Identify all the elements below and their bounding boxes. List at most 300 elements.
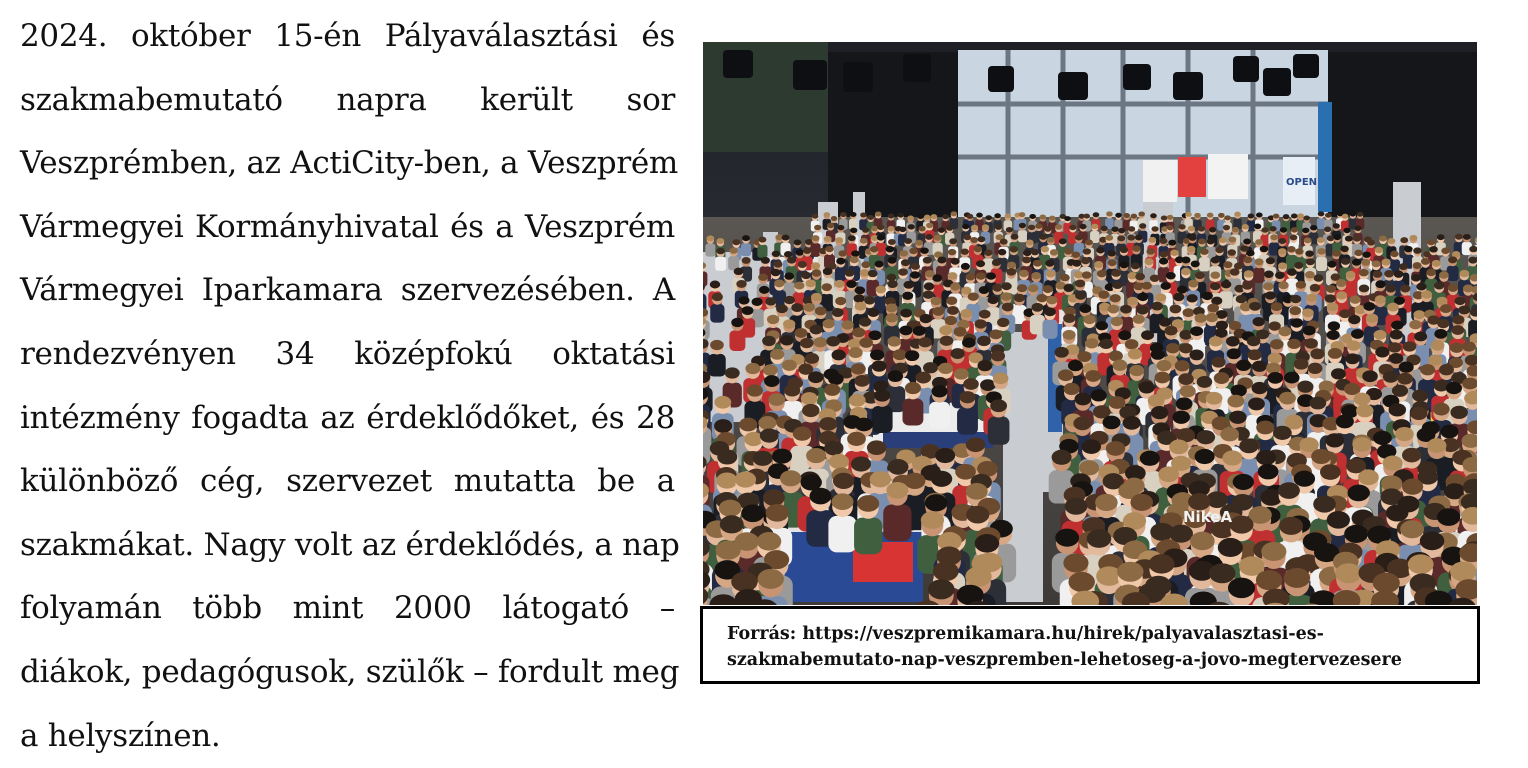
crowd-person-hair xyxy=(1242,282,1252,290)
crowd-person-hair xyxy=(1414,332,1427,342)
crowd-person-hair xyxy=(855,302,867,311)
crowd-person-hair xyxy=(742,235,750,241)
crowd-person-hair xyxy=(1046,296,1057,304)
crowd-person-hair xyxy=(970,237,978,243)
crowd-person-hair xyxy=(810,325,823,335)
crowd-person-hair xyxy=(1077,351,1091,362)
crowd-person-hair xyxy=(1150,213,1157,218)
crowd-person-hair xyxy=(1391,320,1403,329)
crowd-person-hair xyxy=(867,440,886,455)
crowd-person-hair xyxy=(995,224,1002,229)
crowd-person-hair xyxy=(1120,247,1129,253)
crowd-person-hair xyxy=(1462,341,1476,351)
crowd-person-hair xyxy=(1047,237,1055,243)
crowd-person-hair xyxy=(716,541,741,560)
crowd-person-hair xyxy=(1224,215,1231,220)
crowd-person-hair xyxy=(1206,313,1218,322)
crowd-person-hair xyxy=(1102,416,1120,430)
crowd-person-hair xyxy=(1278,238,1286,244)
crowd-person-hair xyxy=(812,269,822,276)
crowd-person-hair xyxy=(1063,330,1076,340)
crowd-person-hair xyxy=(932,307,944,316)
crowd-person-hair xyxy=(1383,456,1403,471)
crowd-person-hair xyxy=(918,226,925,231)
crowd-person-hair xyxy=(946,297,957,305)
crowd-person-hair xyxy=(1151,349,1165,360)
crowd-person-hair xyxy=(1291,214,1298,219)
crowd-person-hair xyxy=(1354,225,1361,230)
crowd-person-hair xyxy=(1128,349,1142,360)
crowd-person-hair xyxy=(747,384,763,396)
crowd-person-hair xyxy=(1279,517,1303,535)
crowd-person-hair xyxy=(1141,330,1154,340)
crowd-person-hair xyxy=(871,226,878,231)
crowd-person-hair xyxy=(1156,360,1171,371)
crowd-person-hair xyxy=(1185,212,1192,217)
crowd-person-hair xyxy=(1094,261,1103,268)
crowd-person-hair xyxy=(1072,251,1081,257)
crowd-person-hair xyxy=(1261,227,1268,232)
crowd-person-hair xyxy=(828,373,844,385)
crowd-person-hair xyxy=(767,315,779,324)
crowd-person-hair xyxy=(876,285,886,293)
crowd-person-hair xyxy=(1198,226,1205,231)
crowd-person-hair xyxy=(954,327,967,337)
crowd-person-body xyxy=(705,243,715,256)
crowd-person-hair xyxy=(1278,248,1287,254)
crowd-person-hair xyxy=(1400,520,1424,538)
crowd-person-hair xyxy=(1141,282,1151,290)
crowd-person-hair xyxy=(1167,225,1174,230)
crowd-person-hair xyxy=(1345,353,1359,364)
crowd-person-hair xyxy=(1227,249,1236,255)
crowd-person-hair xyxy=(762,336,776,346)
crowd-person-hair xyxy=(1332,250,1341,256)
crowd-person-hair xyxy=(1320,464,1341,480)
crowd-person-hair xyxy=(803,303,815,312)
crowd-person-hair xyxy=(985,215,992,220)
source-box xyxy=(700,606,1480,684)
crowd-person-hair xyxy=(1082,439,1101,454)
crowd-person-hair xyxy=(923,362,938,373)
crowd-person-hair xyxy=(848,347,862,358)
crowd-person-hair xyxy=(1255,239,1263,245)
crowd-person-hair xyxy=(813,337,827,347)
crowd-person-hair xyxy=(1036,294,1047,302)
crowd-person-hair xyxy=(948,249,957,255)
crowd-person-hair xyxy=(877,235,885,241)
crowd-person-hair xyxy=(1181,257,1190,264)
article-line: különböző cég, szervezet mutatta be a xyxy=(20,450,675,514)
crowd-person-hair xyxy=(1333,234,1341,240)
article-line: diákok, pedagógusok, szülők – fordult meg xyxy=(20,641,675,705)
source-line: Forrás: https://veszpremikamara.hu/hirek/palyavalasztasi-es- xyxy=(727,621,1402,647)
crowd-person-hair xyxy=(954,368,969,379)
crowd-person-hair xyxy=(1254,224,1261,229)
crowd-person-hair xyxy=(1431,340,1445,350)
crowd-person-hair xyxy=(1055,529,1079,547)
crowd-person-hair xyxy=(851,456,871,471)
crowd-person-hair xyxy=(1458,306,1470,315)
crowd-person-hair xyxy=(1074,393,1091,406)
crowd-person-hair xyxy=(1290,295,1301,303)
crowd-person-hair xyxy=(1303,215,1310,220)
crowd-person-hair xyxy=(977,336,991,346)
crowd-person-hair xyxy=(1140,451,1160,466)
crowd-person-hair xyxy=(757,532,782,551)
crowd-person-hair xyxy=(900,309,912,318)
crowd-person-hair xyxy=(1060,274,1070,281)
crowd-person-body xyxy=(929,402,950,429)
crowd-person-hair xyxy=(923,257,932,264)
crowd-person-hair xyxy=(742,306,754,315)
crowd-person-hair xyxy=(1101,226,1108,231)
crowd-person-hair xyxy=(1354,393,1371,406)
crowd-person-hair xyxy=(832,493,854,510)
crowd-person-hair xyxy=(801,272,811,279)
crowd-person-hair xyxy=(1432,260,1441,267)
crowd-person-body xyxy=(957,408,978,435)
crowd-person-hair xyxy=(1096,247,1105,253)
crowd-person-hair xyxy=(1317,248,1326,254)
crowd-person-hair xyxy=(939,325,952,335)
crowd-person-hair xyxy=(1207,304,1219,313)
crowd-person-hair xyxy=(1130,494,1153,511)
crowd-person-hair xyxy=(1421,258,1430,265)
crowd-person-hair xyxy=(977,360,992,371)
crowd-person-hair xyxy=(1220,427,1239,441)
crowd-person-hair xyxy=(1155,372,1171,384)
crowd-person-hair xyxy=(831,216,838,221)
crowd-person-hair xyxy=(1434,329,1447,339)
crowd-person-hair xyxy=(738,296,749,304)
crowd-person-hair xyxy=(1278,482,1300,499)
crowd-person-hair xyxy=(950,348,964,359)
crowd-person-hair xyxy=(1260,246,1269,252)
crowd-person-body xyxy=(741,243,751,256)
crowd-person-hair xyxy=(794,328,807,338)
crowd-person-hair xyxy=(1207,238,1215,244)
crowd-person-hair xyxy=(899,227,906,232)
crowd-person-hair xyxy=(836,258,845,265)
crowd-person-hair xyxy=(1236,295,1247,303)
crowd-person-hair xyxy=(1082,271,1092,278)
crowd-person-hair xyxy=(949,238,957,244)
crowd-person-hair xyxy=(1333,223,1340,228)
crowd-person-hair xyxy=(974,319,986,328)
crowd-person-hair xyxy=(1085,370,1101,382)
crowd-person-hair xyxy=(1187,294,1198,302)
crowd-person-hair xyxy=(1093,212,1100,217)
crowd-person-hair xyxy=(1068,572,1094,592)
crowd-person-hair xyxy=(1327,330,1340,340)
crowd-person-hair xyxy=(837,225,844,230)
crowd-person-hair xyxy=(924,282,934,290)
crowd-person-hair xyxy=(1091,224,1098,229)
crowd-person-hair xyxy=(1403,341,1417,351)
crowd-person-hair xyxy=(1254,258,1263,265)
crowd-person-hair xyxy=(1151,302,1163,311)
crowd-person-hair xyxy=(1437,234,1445,240)
crowd-person-hair xyxy=(1387,238,1395,244)
crowd-person-hair xyxy=(961,263,970,270)
crowd-person-hair xyxy=(1165,326,1178,336)
crowd-person-hair xyxy=(1159,258,1168,265)
crowd-person-hair xyxy=(1019,270,1029,277)
crowd-person-hair xyxy=(942,214,949,219)
crowd-person-hair xyxy=(835,297,846,305)
crowd-person-hair xyxy=(994,213,1001,218)
crowd-person-hair xyxy=(1346,271,1356,278)
crowd-person-hair xyxy=(1150,275,1160,282)
crowd-person-hair xyxy=(716,472,737,488)
crowd-person-hair xyxy=(1278,262,1287,269)
crowd-person-hair xyxy=(1167,215,1174,220)
crowd-person-hair xyxy=(1452,315,1464,324)
article-line: a helyszínen. xyxy=(20,705,675,768)
crowd-person-hair xyxy=(1270,234,1278,240)
crowd-person-hair xyxy=(1159,251,1168,257)
crowd-person-hair xyxy=(760,429,779,443)
crowd-person-hair xyxy=(763,489,785,506)
article-line: Vármegyei Iparkamara szervezésében. A xyxy=(20,259,675,323)
crowd-person-hair xyxy=(1362,251,1371,257)
crowd-person-hair xyxy=(1361,259,1370,266)
crowd-person-hair xyxy=(1343,228,1350,233)
crowd-person-hair xyxy=(1228,578,1255,599)
crowd-person-hair xyxy=(1019,212,1026,217)
crowd-person-hair xyxy=(1129,365,1144,376)
crowd-person-hair xyxy=(1166,343,1180,353)
crowd-person-hair xyxy=(1127,235,1135,241)
crowd-person-hair xyxy=(1287,339,1301,349)
crowd-person-hair xyxy=(1050,249,1059,255)
crowd-person-hair xyxy=(1075,235,1083,241)
crowd-person-hair xyxy=(1397,373,1413,385)
crowd-person-hair xyxy=(1170,304,1182,313)
crowd-person-body xyxy=(703,271,707,286)
crowd-person-hair xyxy=(1450,561,1476,581)
crowd-person-hair xyxy=(770,349,784,360)
crowd-person-hair xyxy=(1169,440,1188,455)
crowd-person-hair xyxy=(868,308,880,317)
article-line: Vármegyei Kormányhivatal és a Veszprém xyxy=(20,196,675,260)
crowd-person-hair xyxy=(1176,397,1193,410)
article-line: szakmabemutató napra került sor xyxy=(20,69,675,133)
crowd-person-hair xyxy=(1083,214,1090,219)
crowd-person-hair xyxy=(1306,294,1317,302)
crowd-person-hair xyxy=(933,562,959,582)
crowd-person-hair xyxy=(1327,302,1339,311)
crowd-person-hair xyxy=(1247,336,1261,346)
crowd-person-hair xyxy=(1389,403,1406,416)
crowd-person-hair xyxy=(1252,361,1267,372)
crowd-person-hair xyxy=(1196,430,1215,444)
crowd-person-hair xyxy=(1289,306,1301,315)
crowd-person-hair xyxy=(825,246,834,252)
crowd-person-hair xyxy=(1446,382,1462,394)
crowd-person-body xyxy=(1316,257,1327,271)
crowd-person-hair xyxy=(977,236,985,242)
crowd-person-hair xyxy=(924,215,931,220)
crowd-person-hair xyxy=(1390,330,1403,340)
crowd-person-hair xyxy=(1367,240,1375,246)
article-line: folyamán több mint 2000 látogató – xyxy=(20,577,675,641)
crowd-person-hair xyxy=(1214,372,1230,384)
crowd-person-hair xyxy=(1069,225,1076,230)
crowd-person-hair xyxy=(759,237,767,243)
crowd-person-hair xyxy=(921,511,944,529)
crowd-person-hair xyxy=(1123,416,1141,430)
crowd-person-hair xyxy=(974,246,983,252)
crowd-person-hair xyxy=(1243,239,1251,245)
crowd-person-hair xyxy=(1026,240,1034,246)
crowd-person-hair xyxy=(1263,282,1273,290)
crowd-person-hair xyxy=(1347,340,1361,350)
crowd-person-hair xyxy=(824,384,840,396)
crowd-person-hair xyxy=(1373,270,1383,277)
crowd-person-hair xyxy=(783,319,795,328)
crowd-person-hair xyxy=(1148,394,1165,407)
crowd-person-hair xyxy=(1427,438,1446,453)
crowd-person-hair xyxy=(962,224,969,229)
crowd-person-hair xyxy=(1137,306,1149,315)
crowd-person-hair xyxy=(717,449,737,464)
crowd-person-hair xyxy=(716,238,724,244)
crowd-person-hair xyxy=(1228,237,1236,243)
crowd-person-hair xyxy=(1352,437,1371,452)
crowd-person-hair xyxy=(1404,246,1413,252)
crowd-person-hair xyxy=(1232,227,1239,232)
crowd-person-hair xyxy=(736,280,746,288)
crowd-person-hair xyxy=(791,303,803,312)
crowd-person-hair xyxy=(887,280,897,288)
crowd-person-hair xyxy=(1273,426,1292,440)
crowd-person-hair xyxy=(888,459,909,475)
crowd-person-hair xyxy=(1158,466,1179,482)
crowd-person-hair xyxy=(735,471,756,487)
crowd-person-hair xyxy=(1256,570,1282,590)
crowd-person-hair xyxy=(815,307,827,316)
crowd-person-hair xyxy=(1304,338,1318,348)
crowd-person-hair xyxy=(1353,236,1361,242)
crowd-person-hair xyxy=(1019,223,1026,228)
crowd-person-hair xyxy=(886,313,898,322)
crowd-person-hair xyxy=(824,236,832,242)
crowd-person-hair xyxy=(1411,274,1421,281)
crowd-person-hair xyxy=(1194,213,1201,218)
crowd-person-hair xyxy=(1354,250,1363,256)
crowd-person-hair xyxy=(822,283,832,291)
crowd-person-hair xyxy=(1264,271,1274,278)
crowd-person-hair xyxy=(1268,321,1280,330)
crowd-person-hair xyxy=(752,298,763,306)
crowd-person-hair xyxy=(992,259,1001,266)
crowd-person-hair xyxy=(1253,317,1265,326)
crowd-person-hair xyxy=(1178,224,1185,229)
crowd-person-hair xyxy=(917,214,924,219)
crowd-person-hair xyxy=(742,257,751,264)
crowd-person-hair xyxy=(1373,573,1400,594)
crowd-person-hair xyxy=(1160,238,1168,244)
crowd-person-hair xyxy=(1197,376,1213,388)
crowd-person-hair xyxy=(1000,239,1008,245)
crowd-person-hair xyxy=(763,364,778,375)
crowd-person-hair xyxy=(1243,256,1252,263)
crowd-person-hair xyxy=(1303,326,1316,336)
crowd-person-hair xyxy=(1033,260,1042,267)
crowd-person-hair xyxy=(1310,284,1320,292)
crowd-person-hair xyxy=(1200,248,1209,254)
crowd-person-hair xyxy=(966,506,989,524)
crowd-person-hair xyxy=(1044,307,1056,316)
crowd-person-hair xyxy=(1294,471,1315,487)
crowd-person-hair xyxy=(1402,448,1421,463)
crowd-person-hair xyxy=(1328,348,1342,359)
crowd-person-hair xyxy=(725,367,740,378)
crowd-person-hair xyxy=(1437,297,1448,305)
crowd-person-hair xyxy=(979,286,989,294)
crowd-person-hair xyxy=(1234,212,1241,217)
crowd-person-hair xyxy=(1383,371,1399,383)
crowd-person-hair xyxy=(1231,384,1247,396)
crowd-person-hair xyxy=(1006,268,1016,275)
crowd-person-hair xyxy=(1290,318,1302,327)
crowd-person-hair xyxy=(1108,259,1117,266)
crowd-person-hair xyxy=(948,272,958,279)
crowd-person-hair xyxy=(1305,250,1314,256)
crowd-person-hair xyxy=(812,235,820,241)
crowd-person-hair xyxy=(1075,280,1085,288)
crowd-person-hair xyxy=(1133,314,1145,323)
crowd-person-hair xyxy=(888,239,896,245)
crowd-person-hair xyxy=(1046,270,1056,277)
crowd-person-hair xyxy=(1408,554,1434,574)
crowd-person-hair xyxy=(716,248,725,254)
crowd-person-hair xyxy=(1139,381,1155,393)
crowd-person-hair xyxy=(822,319,834,328)
crowd-person-hair xyxy=(1189,349,1203,360)
crowd-person-hair xyxy=(888,213,895,218)
crowd-person-hair xyxy=(1297,381,1313,393)
crowd-person-hair xyxy=(1055,224,1062,229)
crowd-person-hair xyxy=(893,349,907,360)
crowd-person-hair xyxy=(915,240,923,246)
crowd-person-hair xyxy=(976,260,985,267)
crowd-person-hair xyxy=(887,257,896,264)
crowd-person-hair xyxy=(1028,284,1038,292)
crowd-person-hair xyxy=(782,360,797,371)
crowd-person-hair xyxy=(1279,392,1296,405)
crowd-person-hair xyxy=(1386,504,1409,521)
crowd-person-hair xyxy=(937,257,946,264)
crowd-person-hair xyxy=(793,427,812,441)
crowd-person-hair xyxy=(784,272,794,279)
crowd-person-hair xyxy=(1075,291,1086,299)
crowd-person-hair xyxy=(1375,295,1386,303)
crowd-person-body xyxy=(810,243,820,256)
crowd-person-hair xyxy=(1052,450,1072,465)
crowd-person-hair xyxy=(1356,404,1373,417)
crowd-person-hair xyxy=(1328,321,1340,330)
crowd-person-hair xyxy=(1085,338,1099,348)
crowd-person-hair xyxy=(1135,234,1143,240)
source-line: szakmabemutato-nap-veszpremben-lehetoseg-a-jovo-megtervezesere xyxy=(727,647,1402,673)
crowd-person-hair xyxy=(1325,294,1336,302)
crowd-person-hair xyxy=(1035,223,1042,228)
crowd-person-hair xyxy=(864,296,875,304)
crowd-person-hair xyxy=(923,291,934,299)
